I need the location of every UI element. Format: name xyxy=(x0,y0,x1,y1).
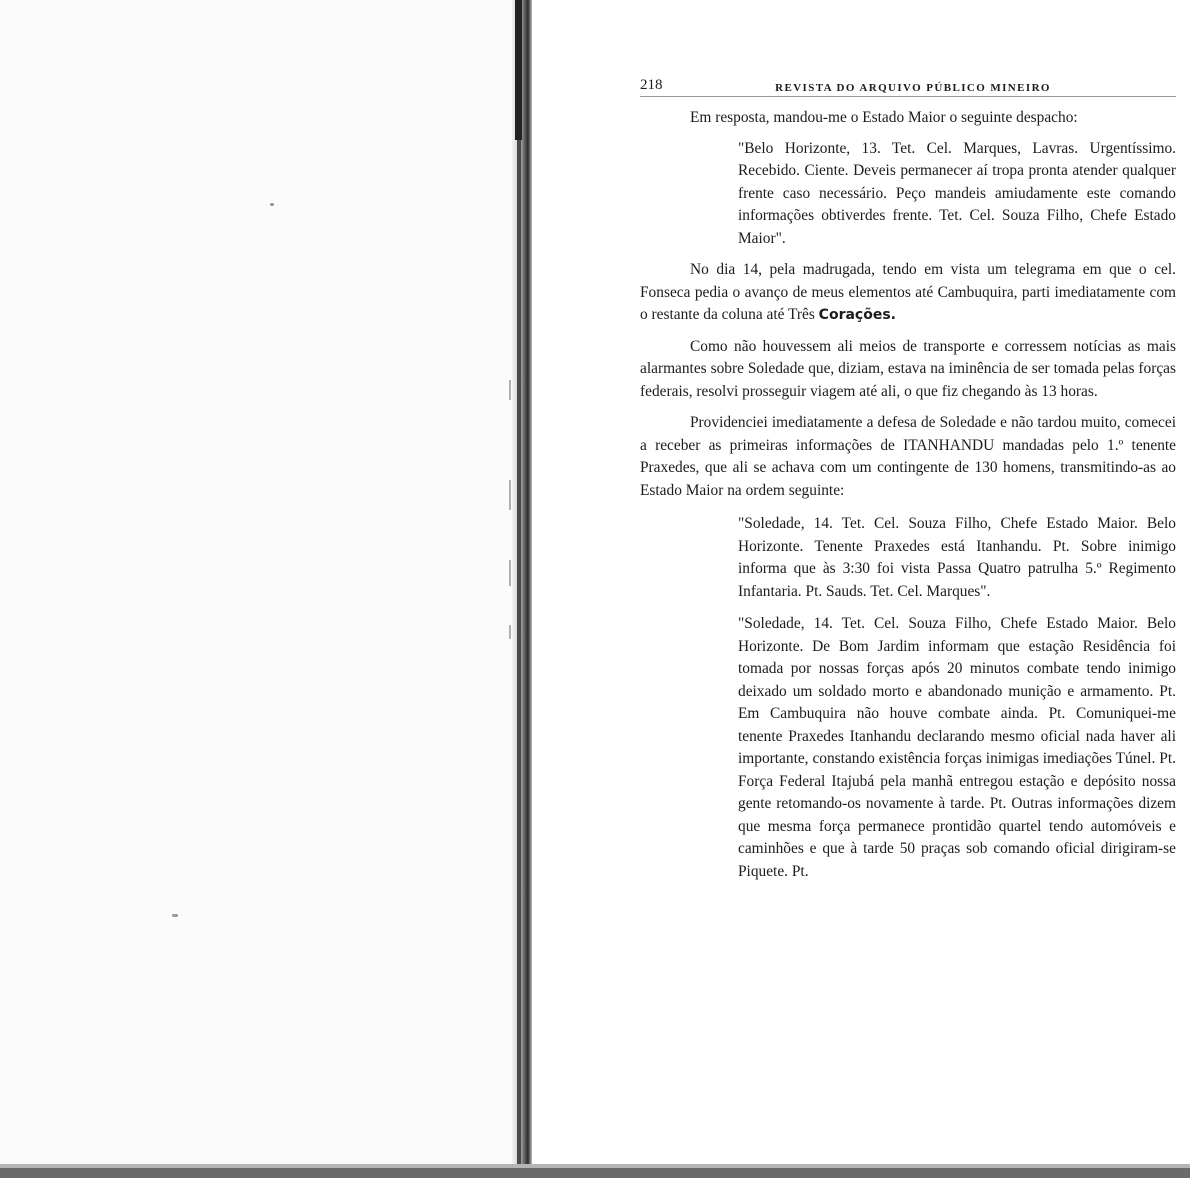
paper-speck xyxy=(270,203,274,206)
paragraph-2-text: No dia 14, pela madrugada, tendo em vista um telegrama em que o cel. Fonseca pedia o avanço de meus elementos até Cambuquira, parti imediatamente com o restante da coluna até Três xyxy=(640,261,1176,323)
paper-speck xyxy=(172,914,178,917)
margin-mark xyxy=(509,560,511,586)
telegram-quote-3: "Soledade, 14. Tet. Cel. Souza Filho, Chefe Estado Maior. Belo Horizonte. De Bom Jardim informam que estação Residência foi tomada por nossas forças após 20 minutos combate tendo inimigo deixado um soldado morto e abandonado munição e armamento. Pt. Em Cambuquira não houve combate ainda. Pt. Comuniquei-me tenente Praxedes Itanhandu declarando mesmo oficial nada haver ali importante, constando existência forças inimigas imediações Túnel. Pt. Força Federal Itajubá pela manhã entregou estação e depósito nossa gente retomando-os novamente à tarde. Pt. Outras informações dizem que mesma força permanece prontidão quartel tendo automóveis e caminhões e que à tarde 50 praças sob comando oficial dirigiram-se Piquete. Pt. xyxy=(738,615,1176,880)
left-blank-page xyxy=(0,0,515,1178)
right-page xyxy=(640,74,1176,891)
margin-mark xyxy=(509,480,511,510)
paragraph-4: Providenciei imediatamente a defesa de Soledade e não tardou muito, comecei a receber as primeiras informações de ITANHANDU mandadas pelo 1.º tenente Praxedes, que ali se achava com um contingente de 130 homens, transmitindo-as ao Estado Maior na ordem seguinte: xyxy=(640,414,1176,499)
gutter-shadow xyxy=(517,140,521,1178)
book-gutter xyxy=(512,0,532,1178)
running-header xyxy=(640,74,1176,97)
paragraph-1: Em resposta, mandou-me o Estado Maior o seguinte despacho: xyxy=(690,109,1078,126)
paragraph-2-last-word: Corações. xyxy=(818,307,896,323)
running-title: REVISTA DO ARQUIVO PÚBLICO MINEIRO xyxy=(775,82,1051,94)
margin-mark xyxy=(509,380,511,400)
page-number: 218 xyxy=(640,77,663,93)
telegram-quote-2: "Soledade, 14. Tet. Cel. Souza Filho, Chefe Estado Maior. Belo Horizonte. Tenente Praxedes está Itanhandu. Pt. Sobre inimigo informa que às 3:30 foi vista Passa Quatro patrulha 5.º Regimento Infantaria. Pt. Sauds. Tet. Cel. Marques". xyxy=(738,515,1176,600)
gutter-shadow xyxy=(515,0,522,140)
paragraph-2 xyxy=(640,259,1176,327)
margin-mark xyxy=(509,625,511,639)
telegram-quote-1: "Belo Horizonte, 13. Tet. Cel. Marques, Lavras. Urgentíssimo. Recebido. Ciente. Deveis permanecer aí tropa pronta atender qualquer frente caso necessário. Peço mandeis amiudamente este comando informações obtiverdes frente. Tet. Cel. Souza Filho, Chefe Estado Maior". xyxy=(738,139,1176,247)
page-bottom-edge xyxy=(0,1168,1190,1178)
paragraph-3: Como não houvessem ali meios de transporte e corressem notícias as mais alarmantes sobre Soledade que, diziam, estava na iminência de ser tomada pelas forças federais, resolvi prosseguir viagem até ali, o que fiz chegando às 13 horas. xyxy=(640,337,1176,400)
